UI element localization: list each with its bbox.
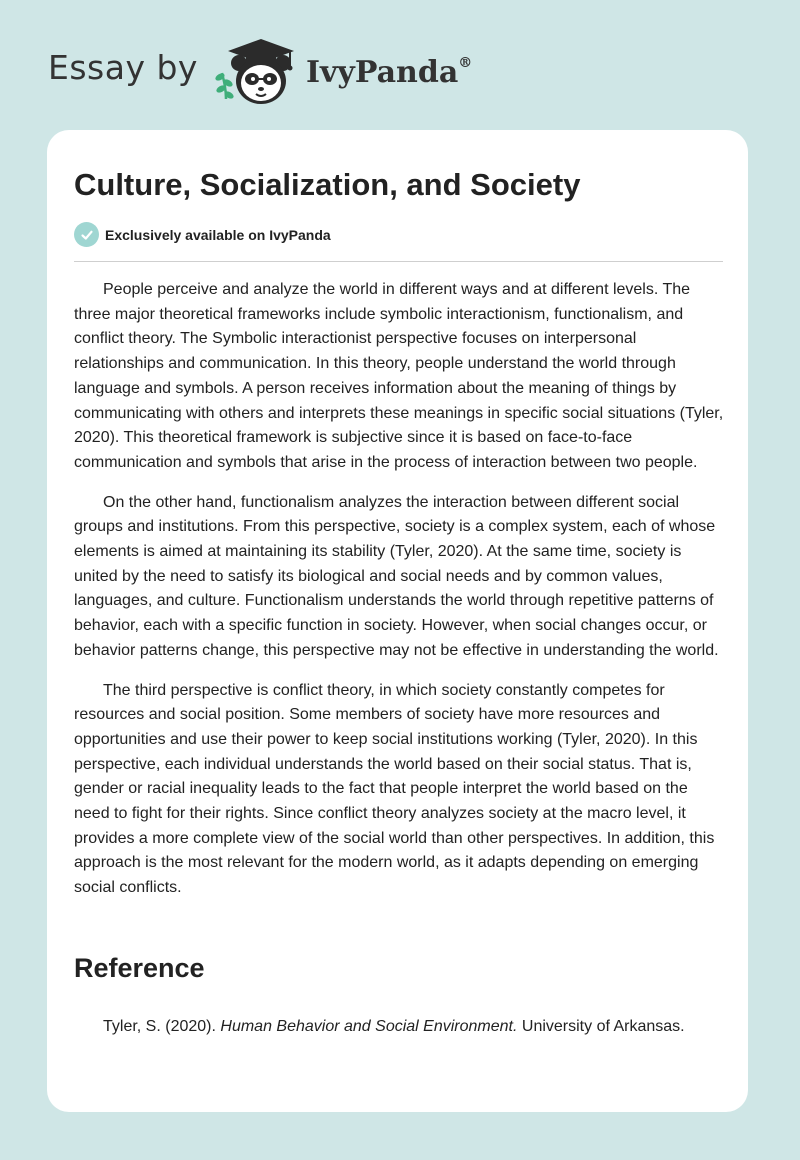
- essay-title: Culture, Socialization, and Society: [74, 167, 581, 202]
- essay-paragraph-3: The third perspective is conflict theory, in which society constantly competes for resources and social position. Some members of society have more resources and opportunities and use their power to keep social institutions working (Tyler, 2020). In this perspective, each individual understands the world based on their social status. That is, gender or racial inequality leads to the fact that people interpret the world based on the need to fight for their rights. Since conflict theory analyzes society at the macro level, it provides a more complete view of the social world than other perspectives. In addition, this approach is the most relevant for the modern world, as it adapts depending on emerging social conflicts.: [74, 681, 715, 897]
- reference-entry: [103, 1015, 685, 1039]
- essay-card: [47, 130, 748, 1112]
- panda-graduate-logo-icon[interactable]: [212, 37, 300, 109]
- essay-paragraph-1: People perceive and analyze the world in different ways and at different levels. The three major theoretical frameworks include symbolic interactionism, functionalism, and conflict theory. The Symbolic interactionist perspective focuses on interpersonal relationships and communication. In this theory, people understand the world through language and symbols. A person receives information about the meaning of things by communicating with others and interprets these meanings in specific social situations (Tyler, 2020). This theoretical framework is subjective since it is based on face-to-face communication and symbols that arise in the process of interaction between two people.: [74, 281, 724, 471]
- reference-heading: Reference: [74, 953, 205, 983]
- essay-body: [74, 278, 726, 916]
- site-header: [48, 38, 472, 108]
- exclusive-label: Exclusively available on IvyPanda: [105, 226, 331, 243]
- check-icon: [74, 222, 99, 247]
- reference-work-title: Human Behavior and Social Environment.: [220, 1018, 518, 1035]
- brand-name-text: IvyPanda: [305, 54, 459, 90]
- essay-by-label: Essay by: [48, 47, 198, 87]
- divider: [74, 261, 723, 262]
- essay-paragraph-2: On the other hand, functionalism analyzes the interaction between different social groups and institutions. From this perspective, society is a complex system, each of whose elements is aimed at maintaining its stability (Tyler, 2020). At the same time, society is united by the need to satisfy its biological and social needs and by common values, languages, and culture. Functionalism understands the world through repetitive patterns of behavior, each with a specific function in society. However, when social changes occur, or behavior patterns change, this perspective may not be effective in understanding the world.: [74, 493, 719, 659]
- registered-mark: ®: [458, 54, 473, 71]
- reference-publisher: University of Arkansas.: [517, 1018, 685, 1035]
- brand-name[interactable]: [306, 55, 472, 90]
- exclusive-badge: [74, 222, 331, 247]
- reference-author-year: Tyler, S. (2020).: [103, 1018, 221, 1035]
